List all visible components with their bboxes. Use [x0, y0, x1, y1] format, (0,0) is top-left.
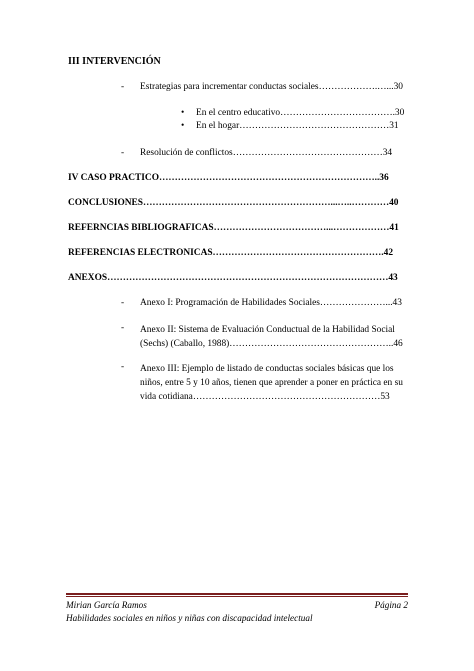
toc-entry-referencias-bibliograficas[interactable]: REFERNCIAS BIBLIOGRAFICAS………………………………...………………41	[68, 223, 399, 233]
footer-author: Mirian García Ramos	[66, 600, 147, 610]
dash-marker: -	[121, 82, 125, 92]
bullet-icon: •	[181, 121, 185, 131]
toc-entry-anexo-3[interactable]: Anexo III: Ejemplo de listado de conductas sociales básicas que los niños, entre 5 y 10 años, tienen que aprender a poner en práctica en su vida cotidiana……………………………………………………53	[140, 364, 403, 402]
dash-marker: -	[121, 148, 125, 158]
toc-entry-hogar[interactable]: En el hogar…………………………………………31	[196, 121, 399, 131]
bullet-icon: •	[181, 108, 185, 118]
toc-entry-caso-practico[interactable]: IV CASO PRÁCTICO……………………………………………………………..36	[68, 173, 389, 183]
footer-subtitle: Habilidades sociales en niños y niñas con discapacidad intelectual	[66, 613, 313, 623]
section-title-intervencion: III INTERVENCIÓN	[68, 56, 161, 67]
toc-entry-anexos[interactable]: ANEXOS………………………………………………………………………………43	[68, 273, 398, 283]
dash-marker: -	[121, 298, 125, 308]
toc-entry-estrategias[interactable]: Estrategias para incrementar conductas sociales……………….…...30	[140, 82, 403, 92]
dash-marker: -	[121, 323, 125, 333]
footer-rule	[66, 593, 408, 595]
toc-entry-centro-educativo[interactable]: En el centro educativo……………………………….30	[196, 108, 405, 118]
toc-entry-resolucion[interactable]: Resolución de conflictos…………………………………………34	[140, 148, 393, 158]
toc-entry-conclusiones[interactable]: CONCLUSIONES……………………………………………………...…..…………40	[68, 198, 399, 208]
toc-entry-anexo-1[interactable]: Anexo I: Programación de Habilidades Sociales…………………...43	[140, 298, 402, 308]
footer-rule-thin	[66, 596, 408, 597]
dash-marker: -	[121, 362, 125, 372]
toc-entry-referencias-electronicas[interactable]: REFERENCIAS ELECTRÓNICAS……………………………………………….42	[68, 248, 394, 258]
toc-entry-anexo-2[interactable]: Anexo II: Sistema de Evaluación Conductual de la Habilidad Social (Sechs) (Caballo, 1988)……………………………………………..46	[140, 325, 403, 349]
footer-page-number: Página 2	[374, 600, 408, 610]
